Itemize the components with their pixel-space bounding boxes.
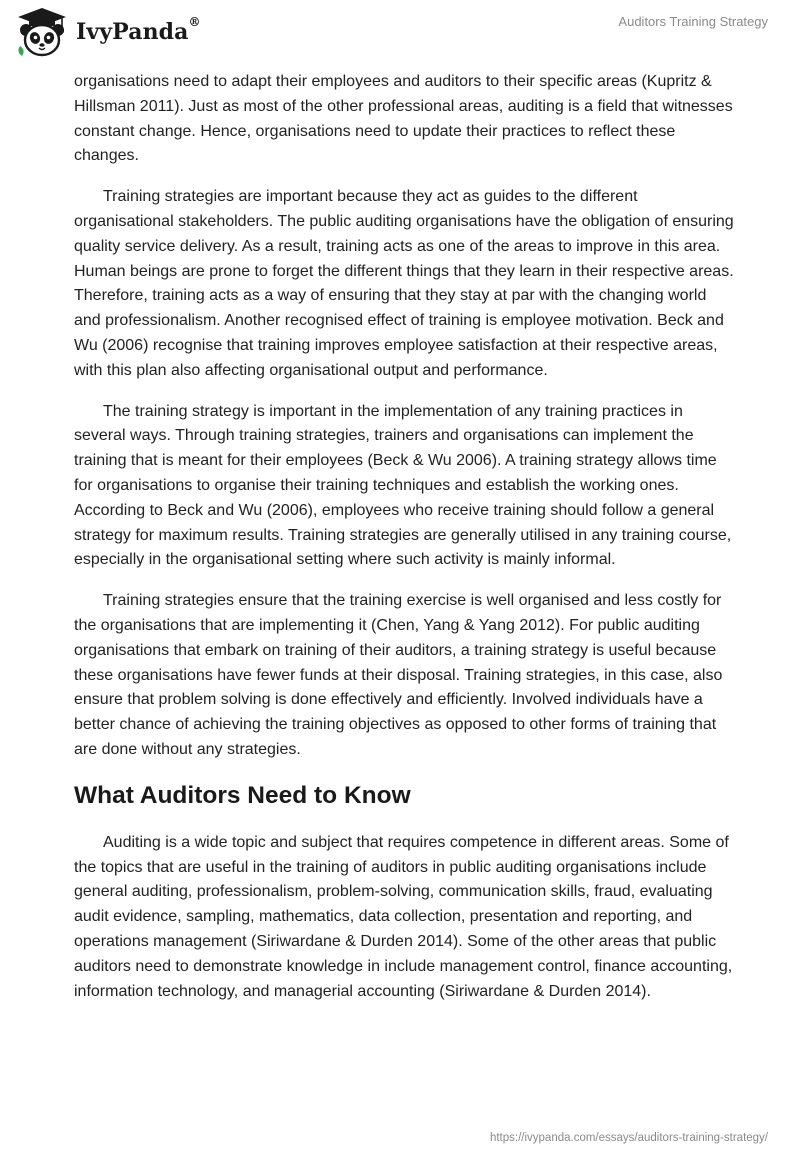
section-heading: What Auditors Need to Know [74,781,411,809]
panda-graduate-icon [14,6,70,58]
paragraph: Training strategies are important because they act as guides to the different organisational stakeholders. The public auditing organisations have the obligation of ensuring quality service delivery. As a result, training acts as one of the areas to improve in this area. Human beings are prone to forget the different things that they learn in their respective areas. Therefore, training acts as a way of ensuring that they stay at par with the changing world and professionalism. Another recognised effect of training is employee motivation. Beck and Wu (2006) recognise that training improves employee satisfaction at their respective areas, with this plan also affecting organisational output and performance. [74,188,734,379]
document-title: Auditors Training Strategy [618,14,768,29]
page-header [0,0,800,64]
paragraph: The training strategy is important in the implementation of any training practices in several ways. Through training strategies, trainers and organisations can implement the training that is meant for their employees (Beck & Wu 2006). A training strategy allows time for organisations to organise their training techniques and establish the working ones. According to Beck and Wu (2006), employees who receive training should follow a general strategy for maximum results. Training strategies are generally utilised in any training course, especially in the organisational setting where such activity is mainly informal. [74,402,732,569]
paragraph: organisations need to adapt their employees and auditors to their specific areas (Kupritz & Hillsman 2011). Just as most of the other professional areas, auditing is a field that witnesses constant change. Hence, organisations need to update their practices to reflect these changes. [74,73,733,165]
essay-content [74,70,734,1020]
paragraph: Training strategies ensure that the training exercise is well organised and less costly for the organisations that are implementing it (Chen, Yang & Yang 2012). For public auditing organisations that embark on training of their auditors, a training strategy is useful because these organisations have fewer funds at their disposal. Training strategies, in this case, also ensure that problem solving is done effectively and efficiently. Involved individuals have a better chance of achieving the training objectives as opposed to other forms of training that are done without any strategies. [74,592,723,758]
ivypanda-logo[interactable] [14,6,201,58]
logo-text: IvyPanda® [76,15,201,45]
paragraph: Auditing is a wide topic and subject that requires competence in different areas. Some of the topics that are useful in the training of auditors in public auditing organisations include general auditing, professionalism, problem-solving, communication skills, fraud, evaluating audit evidence, sampling, mathematics, data collection, presentation and reporting, and operations management (Siriwardane & Durden 2014). Some of the other areas that public auditors need to demonstrate knowledge in include management control, finance accounting, information technology, and managerial accounting (Siriwardane & Durden 2014). [74,833,733,1000]
source-url[interactable]: https://ivypanda.com/essays/auditors-training-strategy/ [489,1132,768,1144]
